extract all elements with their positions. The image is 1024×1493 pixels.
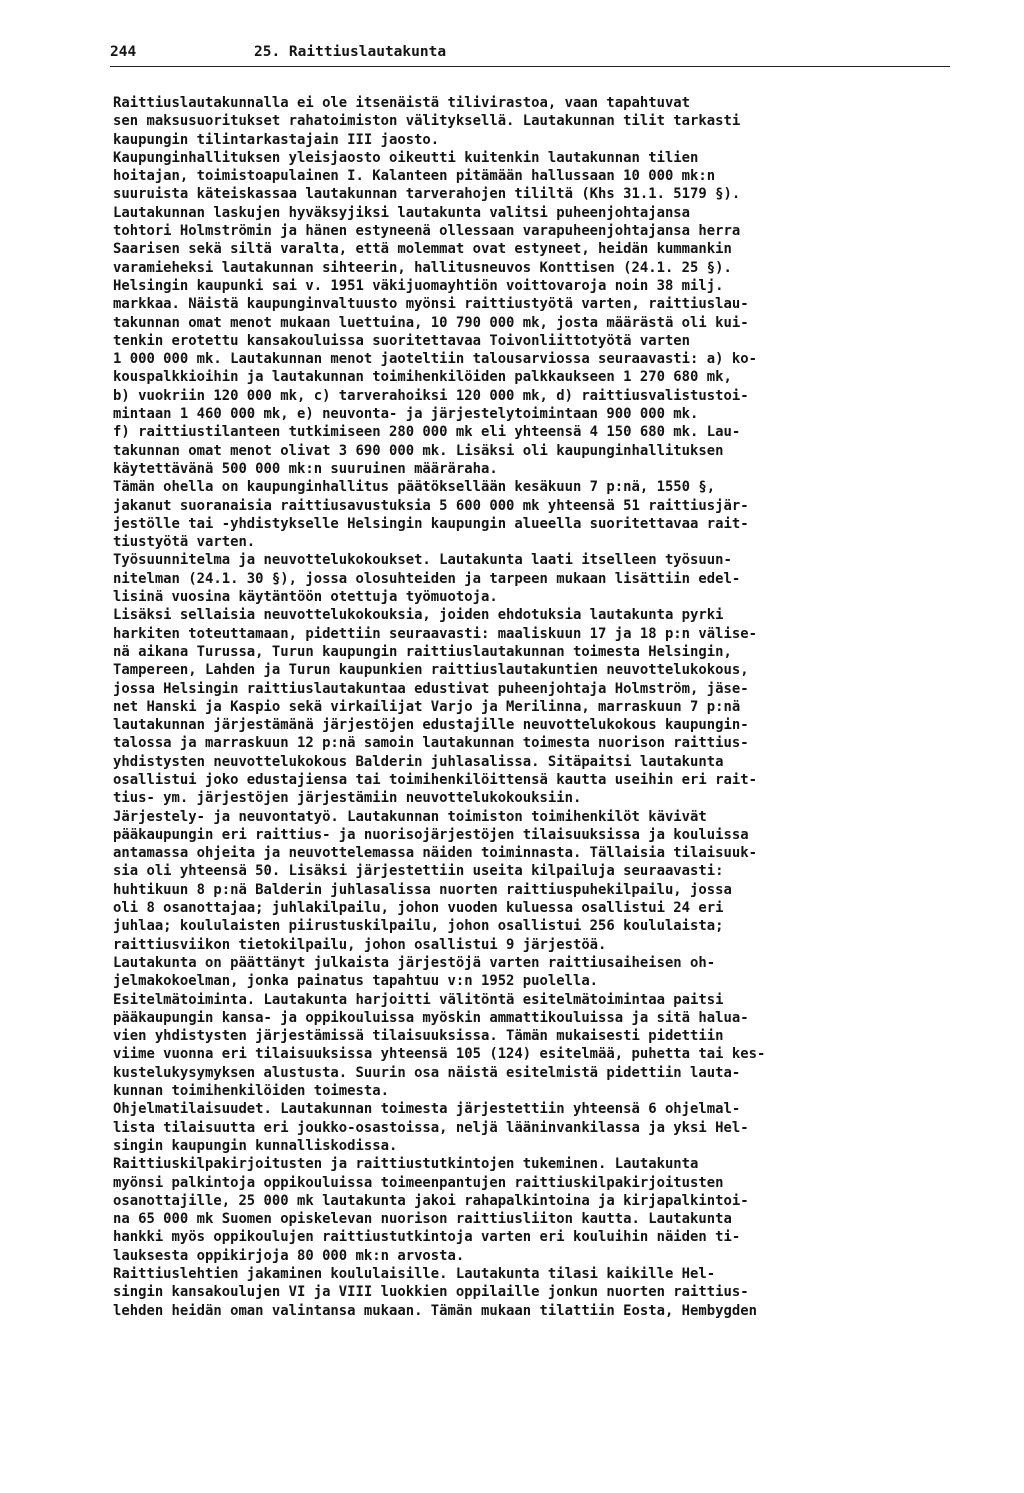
text-line: hankki myös oppikoulujen raittiustutkintoja varten eri kouluihin näiden ti- bbox=[113, 1229, 741, 1246]
text-line: Lautakunnan laskujen hyväksyjiksi lautakunta valitsi puheenjohtajansa bbox=[113, 204, 691, 221]
text-line: vien yhdistysten järjestämissä tilaisuuksissa. Tämän mukaisesti pidettiin bbox=[113, 1028, 724, 1045]
text-line: net Hanski ja Kaspio sekä virkailijat Varjo ja Merilinna, marraskuun 7 p:nä bbox=[113, 698, 741, 715]
text-line: takunnan omat menot olivat 3 690 000 mk. Lisäksi oli kaupunginhallituksen bbox=[113, 442, 724, 459]
text-line: kustelukysymyksen alustusta. Suurin osa näistä esitelmistä pidettiin lauta- bbox=[113, 1064, 741, 1081]
header-divider bbox=[110, 66, 950, 67]
text-line: na 65 000 mk Suomen opiskelevan nuorison raittiusliiton kautta. Lautakunta bbox=[113, 1211, 732, 1228]
text-line: lautakunnan järjestämänä järjestöjen edustajille neuvottelukokous kaupungin- bbox=[113, 717, 749, 734]
text-line: jossa Helsingin raittiuslautakuntaa edustivat puheenjohtaja Holmström, jäse- bbox=[113, 680, 749, 697]
text-line: huhtikuun 8 p:nä Balderin juhlasalissa nuorten raittiuspuhekilpailu, jossa bbox=[113, 881, 732, 898]
text-line: raittiusviikon tietokilpailu, johon osallistui 9 järjestöä. bbox=[113, 936, 607, 953]
text-line: tohtori Holmströmin ja hänen estyneenä ollessaan varapuheenjohtajansa herra bbox=[113, 223, 741, 240]
text-line: jelmakokoelman, jonka painatus tapahtuu v:n 1952 puolella. bbox=[113, 973, 599, 990]
text-line: nä aikana Turussa, Turun kaupungin raittiuslautakunnan toimesta Helsingin, bbox=[113, 643, 732, 660]
text-line: Saarisen sekä siltä varalta, että molemmat ovat estyneet, heidän kummankin bbox=[113, 241, 732, 258]
text-line: lauksesta oppikirjoja 80 000 mk:n arvosta. bbox=[113, 1247, 465, 1264]
text-line: juhlaa; koululaisten piirustuskilpailu, johon osallistui 256 koululaista; bbox=[113, 918, 724, 935]
text-line: b) vuokriin 120 000 mk, c) tarverahoiksi 120 000 mk, d) raittiusvalistustoi- bbox=[113, 387, 749, 404]
text-line: sen maksusuoritukset rahatoimiston välityksellä. Lautakunnan tilit tarkasti bbox=[113, 113, 741, 130]
text-line: lista tilaisuutta eri joukko-osastoissa, neljä lääninvankilassa ja yksi Hel- bbox=[113, 1119, 749, 1136]
text-line: mintaan 1 460 000 mk, e) neuvonta- ja järjestelytoimintaan 900 000 mk. bbox=[113, 406, 699, 423]
text-line: oli 8 osanottajaa; juhlakilpailu, johon vuoden kuluessa osallistui 24 eri bbox=[113, 900, 724, 917]
text-line: myönsi palkintoja oppikouluissa toimeenpantujen raittiuskilpakirjoitusten bbox=[113, 1174, 724, 1191]
text-line: markkaa. Näistä kaupunginvaltuusto myönsi raittiustyötä varten, raittiuslau- bbox=[113, 296, 749, 313]
text-line: Työsuunnitelma ja neuvottelukokoukset. Lautakunta laati itselleen työsuun- bbox=[113, 552, 732, 569]
text-line: sia oli yhteensä 50. Lisäksi järjestettiin useita kilpailuja seuraavasti: bbox=[113, 863, 724, 880]
text-line: Esitelmätoiminta. Lautakunta harjoitti välitöntä esitelmätoimintaa paitsi bbox=[113, 991, 724, 1008]
text-line: viime vuonna eri tilaisuuksissa yhteensä 105 (124) esitelmää, puhetta tai kes- bbox=[113, 1046, 766, 1063]
text-line: suuruista käteiskassaa lautakunnan tarverahojen tililtä (Khs 31.1. 5179 §). bbox=[113, 186, 741, 203]
text-line: kaupungin tilintarkastajain III jaosto. bbox=[113, 131, 440, 148]
running-title: 25. Raittiuslautakunta bbox=[254, 44, 447, 60]
text-line: Helsingin kaupunki sai v. 1951 väkijuomayhtiön voittovaroja noin 38 milj. bbox=[113, 277, 724, 294]
text-line: hoitajan, toimistoapulainen I. Kalanteen pitämään hallussaan 10 000 mk:n bbox=[113, 168, 716, 185]
text-line: Raittiuskilpakirjoitusten ja raittiustutkintojen tukeminen. Lautakunta bbox=[113, 1156, 699, 1173]
text-line: osanottajille, 25 000 mk lautakunta jakoi rahapalkintoina ja kirjapalkintoi- bbox=[113, 1192, 749, 1209]
text-line: 1 000 000 mk. Lautakunnan menot jaoteltiin talousarviossa seuraavasti: a) ko- bbox=[113, 351, 757, 368]
text-line: jestölle tai -yhdistykselle Helsingin kaupungin alueella suoritettavaa rait- bbox=[113, 515, 749, 532]
text-line: Raittiuslehtien jakaminen koululaisille. Lautakunta tilasi kaikille Hel- bbox=[113, 1266, 716, 1282]
text-line: takunnan omat menot mukaan luettuina, 10 790 000 mk, josta määrästä oli kui- bbox=[113, 314, 749, 331]
text-line: Kaupunginhallituksen yleisjaosto oikeutti kuitenkin lautakunnan tilien bbox=[113, 149, 699, 166]
text-line: kunnan toimihenkilöiden toimesta. bbox=[113, 1083, 389, 1100]
text-line: singin kaupungin kunnalliskodissa. bbox=[113, 1137, 398, 1154]
text-line: Järjestely- ja neuvontatyö. Lautakunnan toimiston toimihenkilöt kävivät bbox=[113, 808, 707, 825]
text-line: pääkaupungin eri raittius- ja nuorisojärjestöjen tilaisuuksissa ja kouluissa bbox=[113, 826, 749, 843]
text-line: talossa ja marraskuun 12 p:nä samoin lautakunnan toimesta nuorison raittius- bbox=[113, 735, 749, 752]
text-line: käytettävänä 500 000 mk:n suuruinen määräraha. bbox=[113, 460, 498, 477]
text-line: harkiten toteuttamaan, pidettiin seuraavasti: maaliskuun 17 ja 18 p:n välise- bbox=[113, 625, 757, 642]
page-number: 244 bbox=[110, 44, 137, 60]
text-line: tius- ym. järjestöjen järjestämiin neuvottelukokouksiin. bbox=[113, 790, 582, 807]
text-line: lehden heidän oman valintansa mukaan. Tämän mukaan tilattiin Eosta, Hembygden bbox=[113, 1302, 757, 1319]
text-line: antamassa ohjeita ja neuvottelemassa näiden toiminnasta. Tällaisia tilaisuuk- bbox=[113, 845, 757, 862]
text-line: osallistui joko edustajiensa tai toimihenkilöittensä kautta useihin eri rait- bbox=[113, 771, 757, 788]
text-line: tenkin erotettu kansakouluissa suoritettavaa Toivonliittotyötä varten bbox=[113, 332, 691, 349]
text-line: Lautakunta on päättänyt julkaista järjestöjä varten raittiusaiheisen oh- bbox=[113, 954, 716, 971]
text-line: pääkaupungin kansa- ja oppikouluissa myöskin ammattikouluissa ja sitä halua- bbox=[113, 1009, 749, 1026]
text-line: varamieheksi lautakunnan sihteerin, hallitusneuvos Konttisen (24.1. 25 §). bbox=[113, 259, 732, 276]
text-line: Raittiuslautakunnalla ei ole itsenäistä tilivirastoa, vaan tapahtuvat bbox=[113, 95, 691, 111]
text-line: tiustyötä varten. bbox=[113, 534, 256, 551]
text-line: Lisäksi sellaisia neuvottelukokouksia, joiden ehdotuksia lautakunta pyrki bbox=[113, 607, 724, 624]
text-line: nitelman (24.1. 30 §), jossa olosuhteiden ja tarpeen mukaan lisättiin edel- bbox=[113, 570, 741, 587]
text-line: lisinä vuosina käytäntöön otettuja työmuotoja. bbox=[113, 589, 498, 606]
text-line: f) raittiustilanteen tutkimiseen 280 000 mk eli yhteensä 4 150 680 mk. Lau- bbox=[113, 424, 741, 441]
text-line: kouspalkkioihin ja lautakunnan toimihenkilöiden palkkaukseen 1 270 680 mk, bbox=[113, 369, 732, 386]
body-text bbox=[113, 94, 961, 1320]
text-line: Ohjelmatilaisuudet. Lautakunnan toimesta järjestettiin yhteensä 6 ohjelmal- bbox=[113, 1101, 741, 1118]
text-line: singin kansakoulujen VI ja VIII luokkien oppilaille jonkun nuorten raittius- bbox=[113, 1284, 749, 1301]
text-line: yhdistysten neuvottelukokous Balderin juhlasalissa. Sitäpaitsi lautakunta bbox=[113, 753, 724, 770]
text-line: Tampereen, Lahden ja Turun kaupunkien raittiuslautakuntien neuvottelukokous, bbox=[113, 662, 749, 679]
text-line: Tämän ohella on kaupunginhallitus päätöksellään kesäkuun 7 p:nä, 1550 §, bbox=[113, 479, 716, 496]
text-line: jakanut suoranaisia raittiusavustuksia 5 600 000 mk yhteensä 51 raittiusjär- bbox=[113, 497, 749, 514]
